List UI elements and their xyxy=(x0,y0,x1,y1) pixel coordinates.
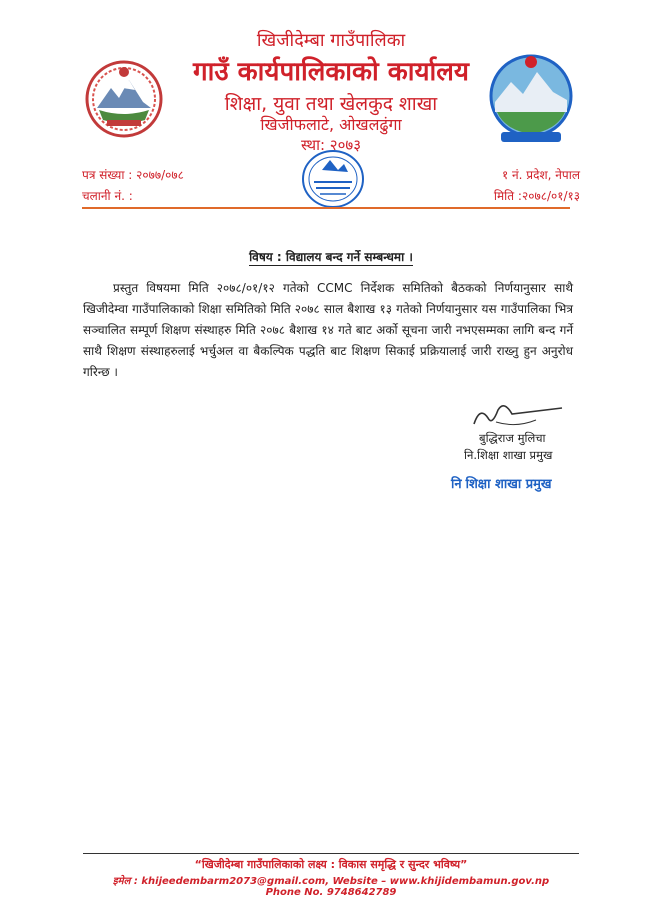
office-seal-stamp xyxy=(300,148,366,210)
signatory-title: नि.शिक्षा शाखा प्रमुख xyxy=(464,448,553,462)
address: खिजीफलाटे, ओखलढुंगा xyxy=(260,115,402,134)
signatory-name: बुद्धिराज मुलिचा xyxy=(479,431,546,445)
footer-phone: Phone No. 9748642789 xyxy=(265,887,397,898)
letter-body xyxy=(83,278,573,383)
letter-subject xyxy=(0,248,662,265)
body-text: प्रस्तुत विषयमा मिति २०७८/०१/१२ गतेको CCMC निर्देशक समितिको बैठकको निर्णयानुसार साथै खिजीदेम्वा गाउँपालिकाको शिक्षा समितिको मिति २०७८ साल बैशाख १३ गतेको निर्णयानुसार यस गाउँपालिका भित्र सञ्चालित सम्पूर्ण शिक्षण संस्थाहरु मिति २०७८ बैशाख १४ गते बाट अर्को सूचना जारी नभएसम्मका लागि बन्द गर्ने साथै शिक्षण संस्थाहरुलाई भर्चुअल वा बैकल्पिक पद्धति बाट शिक्षण सिकाई प्रक्रियालाई जारी राख्नु हुन अनुरोध गरिन्छ । xyxy=(83,281,573,379)
established-year: स्था: २०७३ xyxy=(300,136,362,154)
signature-scribble xyxy=(466,398,566,432)
footer-motto: “खिजीदेम्बा गाउँपालिकाको लक्ष्य : विकास समृद्धि र सुन्दर भविष्य” xyxy=(194,858,468,871)
dispatch-number: चलानी नं. : xyxy=(82,189,133,203)
stamp-prefix: नि xyxy=(451,477,462,492)
municipality-name: खिजीदेम्बा गाउँपालिका xyxy=(256,30,406,51)
subject-text: विषय : विद्यालय बन्द गर्ने सम्बन्धमा । xyxy=(249,250,413,264)
office-name: गाउँ कार्यपालिकाको कार्यालय xyxy=(193,57,469,87)
header-divider xyxy=(82,207,570,209)
section-name: शिक्षा, युवा तथा खेलकुद शाखा xyxy=(224,93,438,115)
designation-stamp xyxy=(451,474,552,492)
stamp-text: शिक्षा शाखा प्रमुख xyxy=(465,477,552,492)
footer-contact: इमेल : khijeedembarm2073@gmail.com, Website – www.khijidembamun.gov.np xyxy=(112,876,550,887)
letter-date: मिति :२०७८/०१/१३ xyxy=(493,189,580,203)
province: १ नं. प्रदेश, नेपाल xyxy=(501,168,580,182)
footer-divider xyxy=(83,853,579,854)
reference-number: पत्र संख्या : २०७७/०७८ xyxy=(82,168,184,182)
